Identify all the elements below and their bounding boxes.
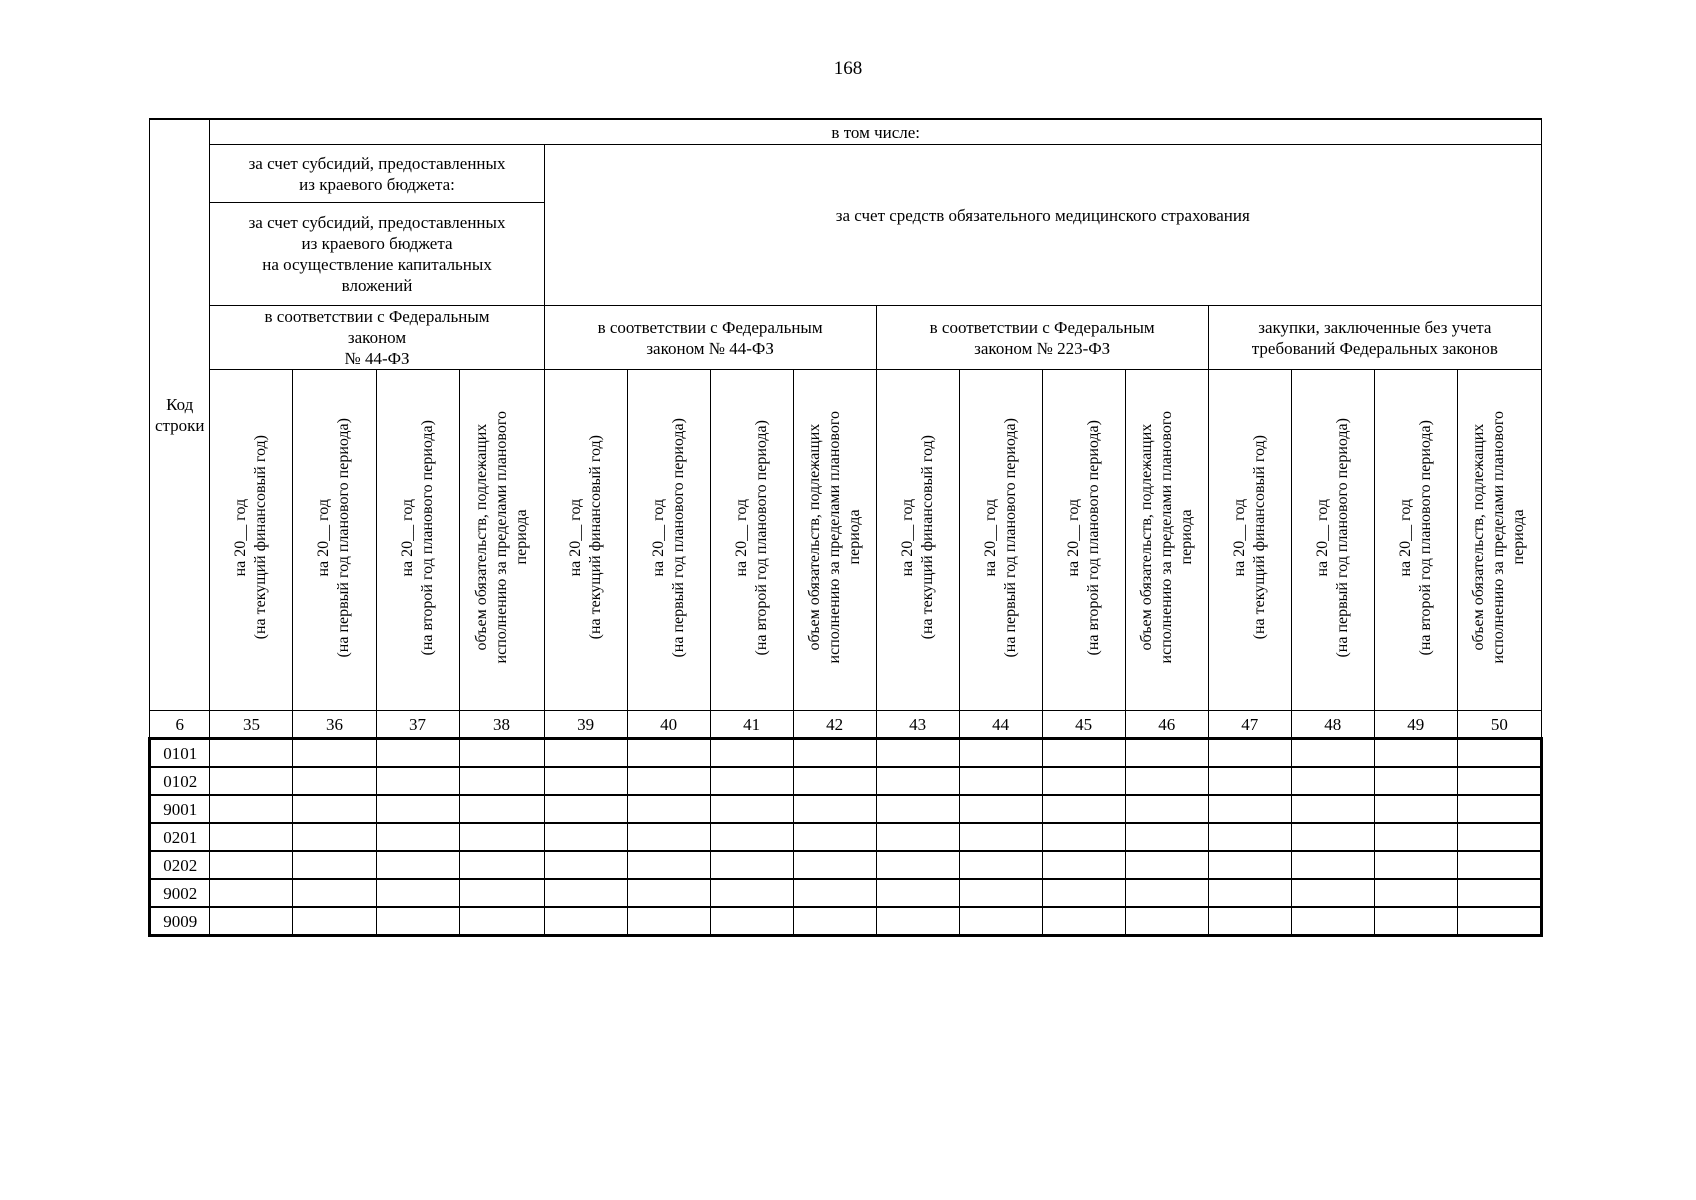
column-number: 38	[459, 711, 544, 739]
data-cell[interactable]	[1374, 795, 1457, 823]
group-header-1: в соответствии с Федеральным законом № 44-ФЗ	[210, 306, 544, 370]
data-cell[interactable]	[710, 767, 793, 795]
data-cell[interactable]	[1457, 795, 1541, 823]
subcolumn-label: на 20__ год (на первый год планового периода)	[981, 417, 1019, 658]
data-cell[interactable]	[544, 795, 627, 823]
data-cell[interactable]	[1291, 739, 1374, 768]
data-cell[interactable]	[1125, 823, 1208, 851]
data-cell[interactable]	[959, 851, 1042, 879]
column-number: 42	[793, 711, 876, 739]
data-cell[interactable]	[1291, 907, 1374, 936]
data-cell[interactable]	[710, 879, 793, 907]
data-cell[interactable]	[1042, 823, 1125, 851]
subcolumn-header	[459, 370, 544, 711]
data-cell[interactable]	[376, 907, 459, 936]
data-cell[interactable]	[793, 851, 876, 879]
data-cell[interactable]	[1042, 907, 1125, 936]
column-number: 37	[376, 711, 459, 739]
data-cell[interactable]	[959, 823, 1042, 851]
table-row	[150, 907, 1542, 936]
subcolumn-label: объем обязательств, подлежащих исполнению за пределами планового периода	[1470, 411, 1528, 664]
subcolumn-header	[376, 370, 459, 711]
data-cell[interactable]	[793, 907, 876, 936]
data-cell[interactable]	[876, 851, 959, 879]
data-cell[interactable]	[459, 739, 544, 768]
data-cell[interactable]	[376, 795, 459, 823]
data-cell[interactable]	[959, 739, 1042, 768]
subcolumn-label: на 20__ год (на текущий финансовый год)	[232, 435, 270, 640]
data-cell[interactable]	[1374, 851, 1457, 879]
data-cell[interactable]	[1042, 851, 1125, 879]
group-header-2: в соответствии с Федеральным законом № 44-ФЗ	[544, 306, 876, 370]
column-number: 43	[876, 711, 959, 739]
data-cell[interactable]	[376, 739, 459, 768]
data-cell[interactable]	[544, 879, 627, 907]
table-row	[150, 795, 1542, 823]
data-cell[interactable]	[1457, 823, 1541, 851]
data-cell[interactable]	[1208, 739, 1291, 768]
data-cell[interactable]	[1125, 879, 1208, 907]
code-column-header: Код строки	[150, 119, 210, 711]
subcolumn-label: на 20__ год (на второй год планового периода)	[1064, 419, 1102, 656]
data-cell[interactable]	[293, 851, 376, 879]
data-cell[interactable]	[627, 907, 710, 936]
data-cell[interactable]	[710, 907, 793, 936]
subcolumn-label: объем обязательств, подлежащих исполнению за пределами планового периода	[1137, 411, 1195, 664]
table-row	[150, 739, 1542, 768]
data-cell[interactable]	[1042, 739, 1125, 768]
column-number: 46	[1125, 711, 1208, 739]
data-cell[interactable]	[793, 823, 876, 851]
subcolumn-header	[1291, 370, 1374, 711]
column-number: 47	[1208, 711, 1291, 739]
column-number: 35	[210, 711, 293, 739]
data-cell[interactable]	[627, 795, 710, 823]
data-cell[interactable]	[876, 907, 959, 936]
subcolumn-label: на 20__ год (на первый год планового периода)	[1313, 417, 1351, 658]
data-cell[interactable]	[210, 739, 293, 768]
group-header-3: в соответствии с Федеральным законом № 223-ФЗ	[876, 306, 1208, 370]
row-code: 0201	[150, 823, 210, 851]
subsidies-regional-header: за счет субсидий, предоставленных из краевого бюджета:	[210, 145, 544, 203]
data-cell[interactable]	[959, 907, 1042, 936]
data-cell[interactable]	[210, 767, 293, 795]
data-cell[interactable]	[376, 851, 459, 879]
subcolumn-header	[876, 370, 959, 711]
group-header-4: закупки, заключенные без учета требований Федеральных законов	[1208, 306, 1541, 370]
data-cell[interactable]	[1374, 907, 1457, 936]
data-cell[interactable]	[459, 767, 544, 795]
data-cell[interactable]	[210, 907, 293, 936]
data-cell[interactable]	[210, 879, 293, 907]
subcolumn-label: на 20__ год (на второй год планового периода)	[398, 419, 436, 656]
data-cell[interactable]	[793, 795, 876, 823]
subcolumn-label: на 20__ год (на текущий финансовый год)	[566, 435, 604, 640]
data-cell[interactable]	[876, 879, 959, 907]
data-cell[interactable]	[1374, 879, 1457, 907]
data-cell[interactable]	[210, 823, 293, 851]
data-cell[interactable]	[376, 823, 459, 851]
row-code: 9002	[150, 879, 210, 907]
data-cell[interactable]	[710, 795, 793, 823]
data-cell[interactable]	[793, 767, 876, 795]
row-code: 9001	[150, 795, 210, 823]
row-code: 9009	[150, 907, 210, 936]
data-cell[interactable]	[293, 823, 376, 851]
data-cell[interactable]	[1291, 823, 1374, 851]
table-row	[150, 851, 1542, 879]
data-cell[interactable]	[459, 851, 544, 879]
row-code: 0101	[150, 739, 210, 768]
data-cell[interactable]	[459, 823, 544, 851]
subcolumn-header	[627, 370, 710, 711]
subcolumn-header	[210, 370, 293, 711]
data-cell[interactable]	[544, 767, 627, 795]
data-cell[interactable]	[627, 879, 710, 907]
data-cell[interactable]	[293, 907, 376, 936]
subcolumn-header	[793, 370, 876, 711]
subcolumn-label: на 20__ год (на текущий финансовый год)	[898, 435, 936, 640]
subcolumn-header	[1042, 370, 1125, 711]
data-cell[interactable]	[1457, 767, 1541, 795]
subcolumn-label: на 20__ год (на второй год планового периода)	[1396, 419, 1434, 656]
data-cell[interactable]	[1125, 739, 1208, 768]
data-cell[interactable]	[459, 907, 544, 936]
data-cell[interactable]	[627, 739, 710, 768]
column-number: 6	[150, 711, 210, 739]
data-cell[interactable]	[544, 739, 627, 768]
data-cell[interactable]	[1457, 739, 1541, 768]
column-number: 39	[544, 711, 627, 739]
data-cell[interactable]	[1208, 851, 1291, 879]
data-cell[interactable]	[1042, 795, 1125, 823]
including-header: в том числе:	[210, 119, 1542, 145]
subcolumn-label: на 20__ год (на второй год планового периода)	[732, 419, 770, 656]
data-cell[interactable]	[1042, 879, 1125, 907]
data-cell[interactable]	[544, 823, 627, 851]
subcolumn-label: объем обязательств, подлежащих исполнению за пределами планового периода	[472, 411, 530, 664]
subcolumn-header	[544, 370, 627, 711]
data-cell[interactable]	[1208, 795, 1291, 823]
column-number: 44	[959, 711, 1042, 739]
data-cell[interactable]	[1125, 795, 1208, 823]
data-cell[interactable]	[459, 879, 544, 907]
column-number: 45	[1042, 711, 1125, 739]
data-cell[interactable]	[959, 879, 1042, 907]
data-cell[interactable]	[1291, 851, 1374, 879]
subcolumn-header	[1125, 370, 1208, 711]
data-cell[interactable]	[1291, 767, 1374, 795]
data-cell[interactable]	[1042, 767, 1125, 795]
data-cell[interactable]	[1208, 823, 1291, 851]
data-cell[interactable]	[959, 795, 1042, 823]
oms-header: за счет средств обязательного медицинского страхования	[544, 145, 1541, 306]
data-cell[interactable]	[1208, 907, 1291, 936]
subcolumn-header	[1457, 370, 1541, 711]
table-row	[150, 767, 1542, 795]
data-cell[interactable]	[544, 907, 627, 936]
row-code: 0202	[150, 851, 210, 879]
data-cell[interactable]	[959, 767, 1042, 795]
subcolumn-label: на 20__ год (на текущий финансовый год)	[1230, 435, 1268, 640]
data-cell[interactable]	[1374, 739, 1457, 768]
data-cell[interactable]	[1291, 795, 1374, 823]
column-number: 41	[710, 711, 793, 739]
subcolumn-header	[959, 370, 1042, 711]
page-number: 168	[833, 58, 863, 79]
data-cell[interactable]	[710, 823, 793, 851]
subsidies-capital-header: за счет субсидий, предоставленных из краевого бюджета на осуществление капитальных вложений	[210, 203, 544, 306]
column-number: 36	[293, 711, 376, 739]
data-cell[interactable]	[1457, 851, 1541, 879]
column-number: 49	[1374, 711, 1457, 739]
subcolumn-label: на 20__ год (на первый год планового периода)	[649, 417, 687, 658]
data-cell[interactable]	[1374, 767, 1457, 795]
table-row	[150, 823, 1542, 851]
data-cell[interactable]	[876, 795, 959, 823]
data-cell[interactable]	[793, 739, 876, 768]
data-cell[interactable]	[293, 879, 376, 907]
data-cell[interactable]	[627, 851, 710, 879]
subcolumn-label: на 20__ год (на первый год планового периода)	[315, 417, 353, 658]
column-number: 40	[627, 711, 710, 739]
row-code: 0102	[150, 767, 210, 795]
data-cell[interactable]	[293, 795, 376, 823]
data-cell[interactable]	[376, 879, 459, 907]
data-cell[interactable]	[544, 851, 627, 879]
data-cell[interactable]	[1457, 879, 1541, 907]
data-cell[interactable]	[1125, 851, 1208, 879]
data-cell[interactable]	[1457, 907, 1541, 936]
column-number: 48	[1291, 711, 1374, 739]
data-cell[interactable]	[376, 767, 459, 795]
data-cell[interactable]	[627, 767, 710, 795]
table-row	[150, 879, 1542, 907]
data-cell[interactable]	[1291, 879, 1374, 907]
data-cell[interactable]	[293, 767, 376, 795]
subcolumn-header	[1374, 370, 1457, 711]
data-cell[interactable]	[876, 823, 959, 851]
data-cell[interactable]	[876, 739, 959, 768]
subcolumn-header	[710, 370, 793, 711]
data-cell[interactable]	[1374, 823, 1457, 851]
data-cell[interactable]	[210, 795, 293, 823]
data-cell[interactable]	[459, 795, 544, 823]
subcolumn-header	[1208, 370, 1291, 711]
subcolumn-header	[293, 370, 376, 711]
data-cell[interactable]	[793, 879, 876, 907]
data-cell[interactable]	[710, 739, 793, 768]
data-cell[interactable]	[627, 823, 710, 851]
data-cell[interactable]	[210, 851, 293, 879]
data-cell[interactable]	[1208, 879, 1291, 907]
data-cell[interactable]	[876, 767, 959, 795]
data-cell[interactable]	[1125, 907, 1208, 936]
column-number: 50	[1457, 711, 1541, 739]
data-cell[interactable]	[293, 739, 376, 768]
data-cell[interactable]	[1125, 767, 1208, 795]
data-cell[interactable]	[710, 851, 793, 879]
subcolumn-label: объем обязательств, подлежащих исполнению за пределами планового периода	[805, 411, 863, 664]
report-form-table	[148, 118, 1543, 937]
data-cell[interactable]	[1208, 767, 1291, 795]
